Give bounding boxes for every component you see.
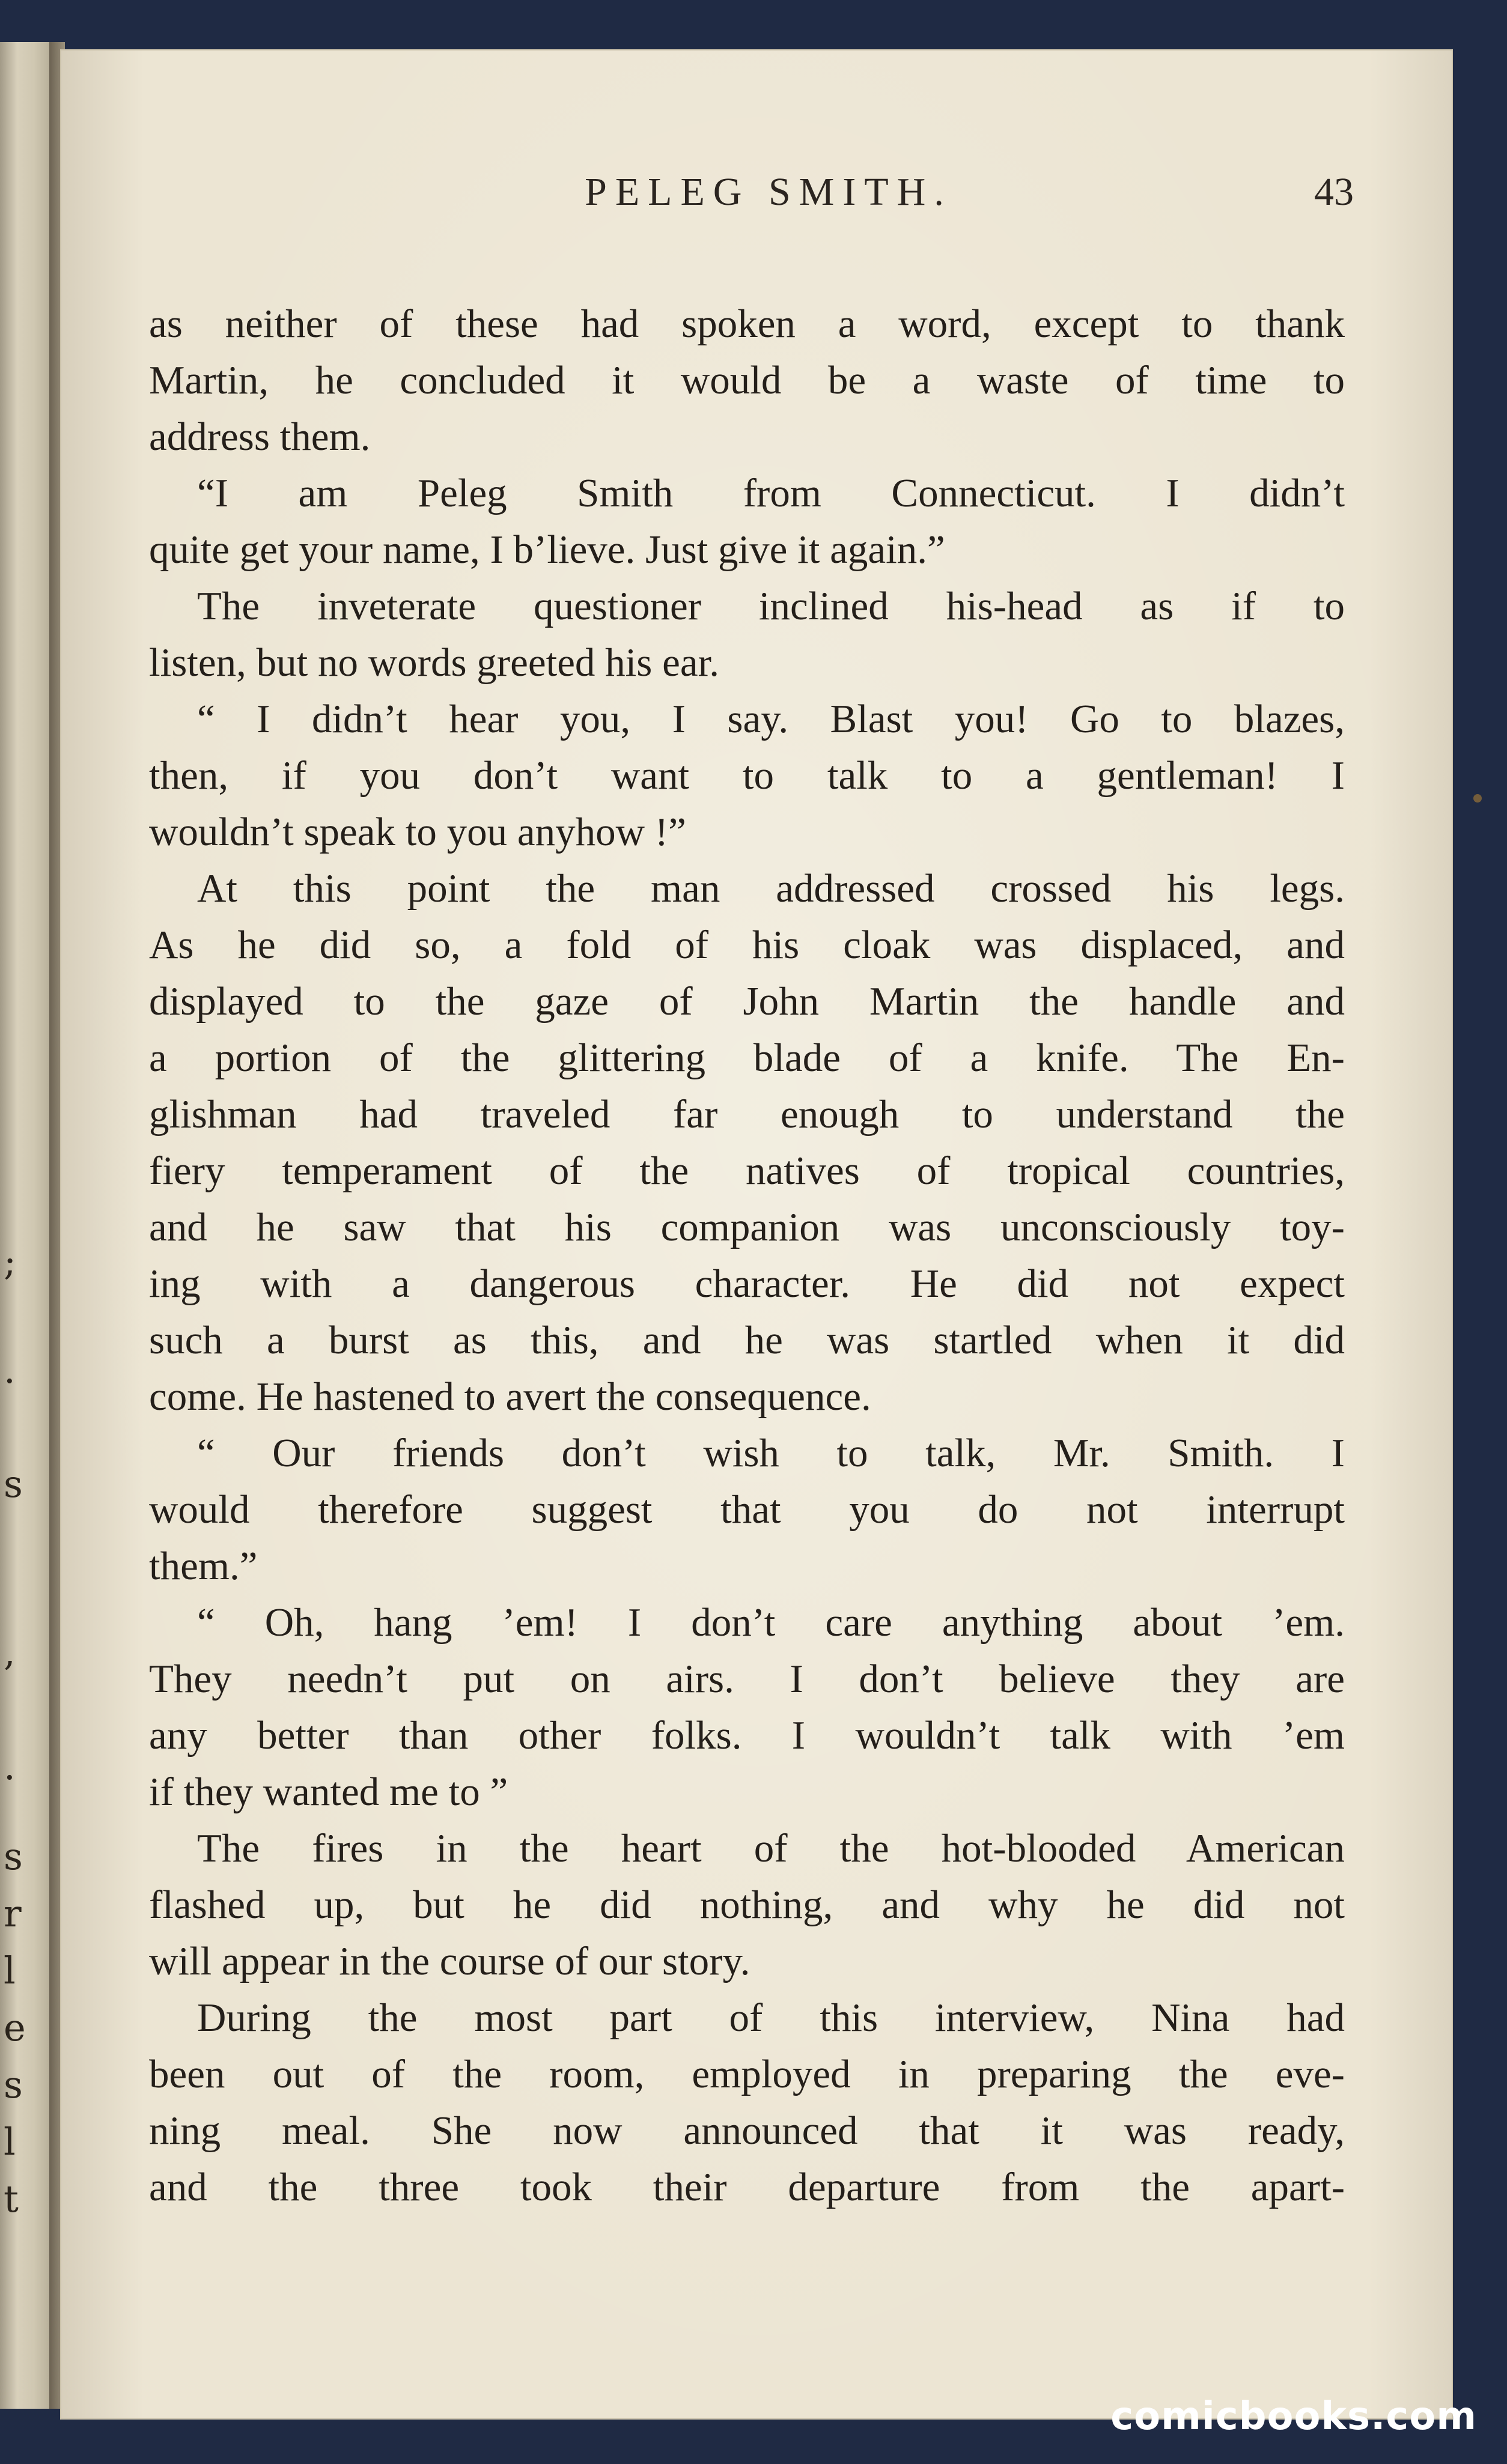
text-line: and the three took their departure from the apart- [149,2165,1345,2209]
edge-char: s [4,2063,23,2107]
edge-char: l [4,2120,16,2164]
page-number: 43 [1314,170,1354,214]
text-line: come. He hastened to avert the consequence. [149,1374,871,1419]
text-line: flashed up, but he did nothing, and why he did not [149,1883,1345,1927]
text-line: “ I didn’t hear you, I say. Blast you! Go to blazes, [197,697,1345,741]
text-line: them.” [149,1544,258,1588]
page-header [60,169,1453,241]
edge-char: s [4,1834,23,1878]
edge-char: . [4,1348,16,1392]
edge-char: e [4,2006,26,2050]
text-line: address them. [149,414,371,459]
text-line: quite get your name, I b’lieve. Just give it again.” [149,527,945,572]
edge-char: , [4,1630,16,1674]
paper-stain [1473,794,1482,803]
text-line: displayed to the gaze of John Martin the handle and [149,979,1345,1024]
text-line: then, if you don’t want to talk to a gentleman! I [149,753,1345,798]
text-line: Martin, he concluded it would be a waste of time to [149,358,1345,402]
text-line: would therefore suggest that you do not interrupt [149,1487,1345,1532]
text-line: glishman had traveled far enough to understand the [149,1092,1345,1136]
book-page [60,49,1453,2420]
text-line: “I am Peleg Smith from Connecticut. I didn’t [197,471,1345,515]
edge-char: s [4,1462,23,1506]
edge-char: r [4,1892,22,1935]
text-line: The fires in the heart of the hot-blooded American [197,1826,1345,1871]
text-line: “ Our friends don’t wish to talk, Mr. Smith. I [197,1431,1345,1475]
edge-char: t [4,2177,19,2221]
edge-char: l [4,1949,16,1992]
edge-char: . [4,1744,16,1788]
running-head: PELEG SMITH. [585,170,952,214]
text-line: At this point the man addressed crossed his legs. [197,866,1345,911]
text-line: “ Oh, hang ’em! I don’t care anything about ’em. [197,1600,1345,1645]
text-line: They needn’t put on airs. I don’t believe they are [149,1657,1345,1701]
text-line: will appear in the course of our story. [149,1939,750,1983]
site-watermark: comicbooks.com [1110,2394,1477,2439]
text-line: a portion of the glittering blade of a knife. The En- [149,1036,1345,1080]
text-line: The inveterate questioner inclined his-head as if to [197,584,1345,628]
text-line: listen, but no words greeted his ear. [149,640,719,685]
text-line: ing with a dangerous character. He did not expect [149,1261,1345,1306]
text-line: ning meal. She now announced that it was ready, [149,2108,1345,2153]
edge-char: ; [4,1240,16,1284]
previous-page-edge [0,42,49,2409]
text-line: as neither of these had spoken a word, except to thank [149,302,1345,346]
text-line: wouldn’t speak to you anyhow !” [149,810,686,854]
text-line: fiery temperament of the natives of tropical countries, [149,1149,1345,1193]
body-text [149,296,1345,2215]
text-line: such a burst as this, and he was startled when it did [149,1318,1345,1362]
text-line: As he did so, a fold of his cloak was displaced, and [149,923,1345,967]
text-line: if they wanted me to ” [149,1770,508,1814]
text-line: been out of the room, employed in preparing the eve- [149,2052,1345,2096]
text-line: During the most part of this interview, Nina had [197,1995,1345,2040]
text-line: and he saw that his companion was unconsciously toy- [149,1205,1345,1249]
text-line: any better than other folks. I wouldn’t talk with ’em [149,1713,1345,1758]
